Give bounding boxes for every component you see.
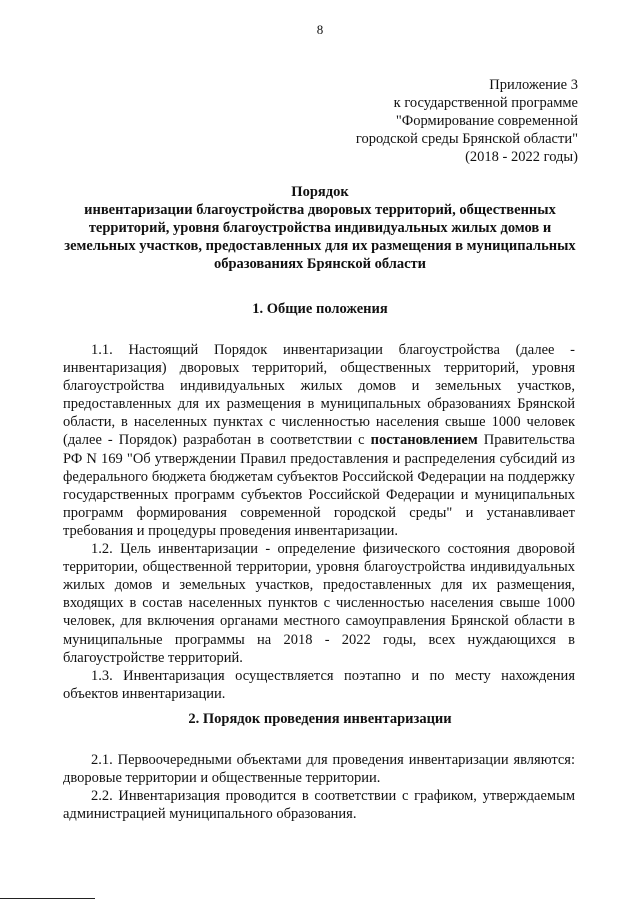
appendix-line: "Формирование современной — [395, 113, 578, 129]
paragraph-1-1 — [63, 341, 575, 540]
title-line: территорий, уровня благоустройства индивидуальных жилых домов и — [88, 220, 552, 236]
paragraph-1-3: 1.3. Инвентаризация осуществляется поэтапно и по месту нахождения объектов инвентаризации. — [63, 667, 575, 702]
paragraph-2-2: 2.2. Инвентаризация проводится в соответствии с графиком, утверждаемым администрацией муниципального образования. — [63, 788, 575, 823]
title-line: образованиях Брянской области — [213, 256, 427, 272]
title-line: инвентаризации благоустройства дворовых территорий, общественных — [84, 202, 556, 218]
paragraph-2-1: 2.1. Первоочередными объектами для проведения инвентаризации являются: дворовые территории и общественные территории. — [63, 752, 575, 787]
section-2-heading: 2. Порядок проведения инвентаризации — [188, 711, 452, 727]
paragraph-1-1-text-start: 1.1. Настоящий Порядок инвентаризации благоустройства (далее - инвентаризация) дворовых территорий, общественных территорий, уровня благоустройства индивидуальных жилых домов и земельных участков, предоставленных для их размещения в муниципальных образованиях Брянской области, в населенных пунктах с численностью населения свыше 1000 человек (далее - Порядок) разработан в соответствии с — [63, 342, 575, 449]
appendix-header — [278, 76, 578, 166]
page-number: 8 — [316, 22, 324, 37]
section-2-body — [63, 751, 575, 823]
footnote-divider — [0, 898, 95, 899]
appendix-line: Приложение 3 — [489, 77, 578, 93]
appendix-line: к государственной программе — [393, 95, 578, 111]
paragraph-1-2: 1.2. Цель инвентаризации - определение физического состояния дворовой территории, общественной территории, уровня благоустройства индивидуальных жилых домов и земельных участков, предоставленных для их размещения, входящих в состав населенных пунктов с численностью населения свыше 1000 человек, для включения органами местного самоуправления Брянской области в муниципальные программы на 2018 - 2022 годы, всех нуждающихся в благоустройстве территорий. — [63, 541, 575, 666]
appendix-line: городской среды Брянской области" — [355, 131, 578, 147]
decree-reference: постановлением — [370, 432, 478, 449]
title-line: земельных участков, предоставленных для их размещения в муниципальных — [64, 238, 576, 254]
document-title — [60, 183, 580, 273]
appendix-line: (2018 - 2022 годы) — [465, 149, 578, 165]
title-line: Порядок — [291, 184, 349, 200]
section-1-body — [63, 341, 575, 703]
section-1-heading: 1. Общие положения — [252, 301, 388, 317]
paragraph-1-1-text-end: Правительства РФ N 169 "Об утверждении Правил предоставления и распределения субсидий из федерального бюджета бюджетам субъектов Российской Федерации на поддержку государственных программ субъектов Российской Федерации и муниципальных программ формирования современной городской среды" и устанавливает требования и процедуры проведения инвентаризации. — [63, 432, 575, 539]
